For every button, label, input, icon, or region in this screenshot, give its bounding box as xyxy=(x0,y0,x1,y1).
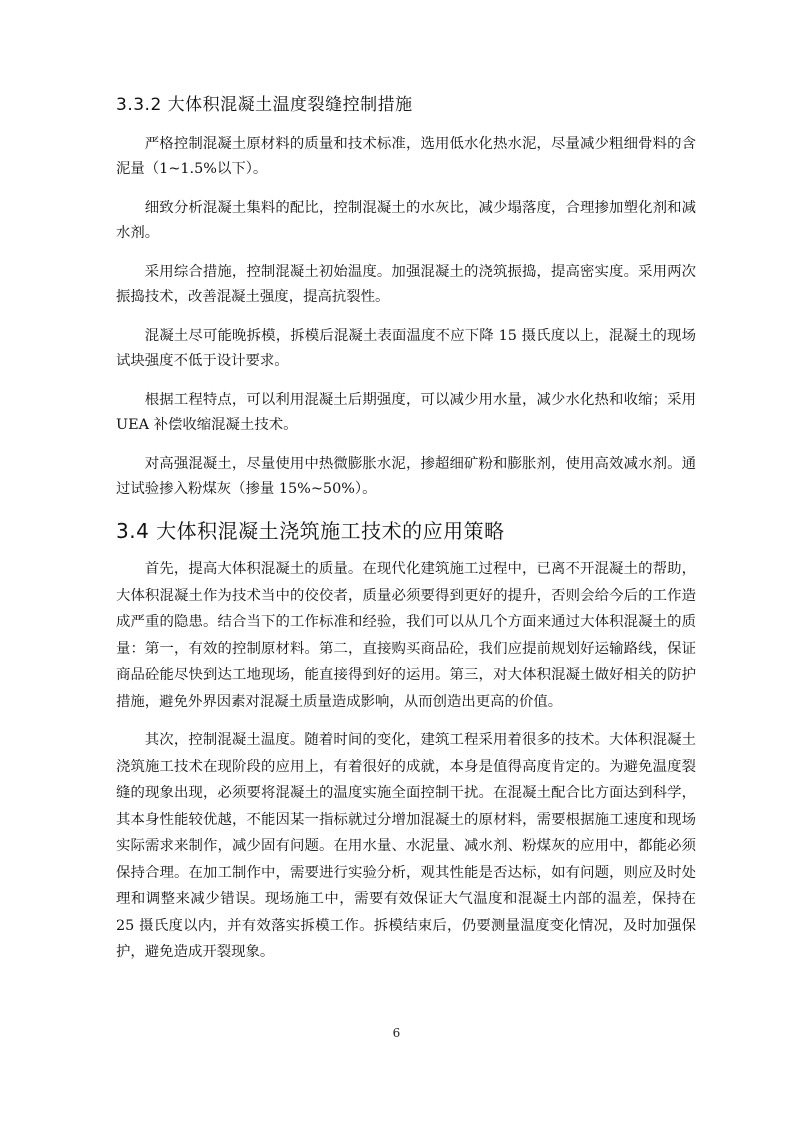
subsection-paragraph: 严格控制混凝土原材料的质量和技术标准，选用低水化热水泥，尽量减少粗细骨料的含泥量（1~1.5%以下）。 xyxy=(116,136,696,177)
subsection-paragraph: 根据工程特点，可以利用混凝土后期强度，可以减少用水量，减少水化热和收缩；采用 UEA 补偿收缩混凝土技术。 xyxy=(116,392,696,433)
page-number: 6 xyxy=(392,1026,401,1040)
subsection-paragraph: 细致分析混凝土集料的配比，控制混凝土的水灰比，减少塌落度，合理掺加塑化剂和减水剂。 xyxy=(116,200,696,241)
page-content xyxy=(116,92,696,978)
subsection-paragraph: 对高强混凝土，尽量使用中热微膨胀水泥，掺超细矿粉和膨胀剂，使用高效减水剂。通过试验掺入粉煤灰（掺量 15%~50%）。 xyxy=(116,456,696,497)
subsection-heading: 3.3.2 大体积混凝土温度裂缝控制措施 xyxy=(116,95,413,115)
section-heading: 3.4 大体积混凝土浇筑施工技术的应用策略 xyxy=(116,519,505,543)
section-paragraph: 首先，提高大体积混凝土的质量。在现代化建筑施工过程中，已离不开混凝土的帮助，大体积混凝土作为技术当中的佼佼者，质量必须要得到更好的提升，否则会给今后的工作造成严重的隐患。结合当下的工作标准和经验，我们可以从几个方面来通过大体积混凝土的质量：第一，有效的控制原材料。第二，直接购买商品砼，我们应提前规划好运输路线，保证商品砼能尽快到达工地现场，能直接得到好的运用。第三，对大体积混凝土做好相关的防护措施，避免外界因素对混凝土质量造成影响，从而创造出更高的价值。 xyxy=(116,561,696,710)
section-paragraph: 其次，控制混凝土温度。随着时间的变化，建筑工程采用着很多的技术。大体积混凝土浇筑施工技术在现阶段的应用上，有着很好的成就，本身是值得高度肯定的。为避免温度裂缝的现象出现，必须要将混凝土的温度实施全面控制干扰。在混凝土配合比方面达到科学，其本身性能较优越，不能因某一指标就过分增加混凝土的原材料，需要根据施工速度和现场实际需求来制作，减少固有问题。在用水量、水泥量、减水剂、粉煤灰的应用中，都能必须保持合理。在加工制作中，需要进行实验分析，观其性能是否达标，如有问题，则应及时处理和调整来减少错误。现场施工中，需要有效保证大气温度和混凝土内部的温差，保持在 25 摄氏度以内，并有效落实拆模工作。拆模结束后，仍要测量温度变化情况，及时加强保护，避免造成开裂现象。 xyxy=(116,732,696,960)
subsection-paragraph: 采用综合措施，控制混凝土初始温度。加强混凝土的浇筑振捣，提高密实度。采用两次振捣技术，改善混凝土强度，提高抗裂性。 xyxy=(116,264,696,305)
subsection-paragraph: 混凝土尽可能晚拆模，拆模后混凝土表面温度不应下降 15 摄氏度以上，混凝土的现场试块强度不低于设计要求。 xyxy=(116,328,696,369)
